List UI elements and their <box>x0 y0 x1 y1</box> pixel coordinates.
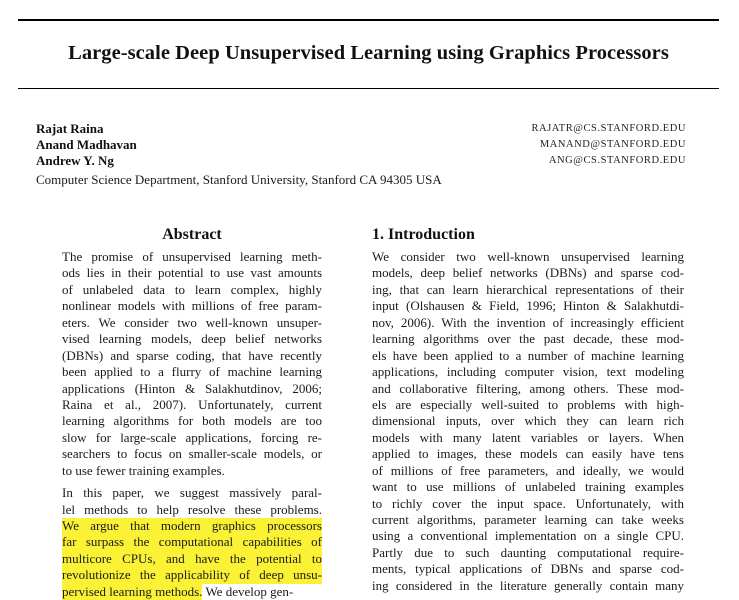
text-line: want to use millions of unlabeled training examples <box>372 479 684 495</box>
text-line: slow for large-scale applications, forcing re- <box>62 429 322 445</box>
text-line: eters. We consider two well-known unsuper- <box>62 314 322 330</box>
highlighted-line <box>62 518 322 534</box>
text-line: ods lies in their potential to use vast amounts <box>62 265 322 281</box>
text-line: models, deep belief networks (DBNs) and sparse cod- <box>372 265 684 281</box>
text-line: models with many latent variables or layers. When <box>372 429 684 445</box>
text-line: input (Olshausen & Field, 1996; Hinton & Salakhutdi- <box>372 298 684 314</box>
text-line: els are especially well-suited to problems with high- <box>372 396 684 412</box>
author-block <box>36 121 686 169</box>
highlighted-line <box>62 584 322 600</box>
abstract-heading: Abstract <box>162 226 222 243</box>
text-line: The promise of unsupervised learning meth- <box>62 249 322 264</box>
text-line: learning algorithms over the past decade, these mod- <box>372 331 684 347</box>
abstract-column <box>62 224 322 600</box>
paper-title: Large-scale Deep Unsupervised Learning using Graphics Processors <box>68 42 669 64</box>
author-name: Andrew Y. Ng <box>36 153 114 168</box>
author-name: Rajat Raina <box>36 121 104 136</box>
highlighted-line <box>62 567 322 583</box>
text-line: ing considered in the literature generally contain many <box>372 577 684 593</box>
text-line: Raina et al., 2007). Unfortunately, current <box>62 396 322 412</box>
text-highlight: multicore CPUs, and have the potential to <box>62 550 322 566</box>
text-line: of unlabeled data to learn complex, highly <box>62 281 322 297</box>
text-line: current algorithms, parameter learning can take weeks <box>372 512 684 527</box>
text-line: been applied to a flurry of machine learning <box>62 364 322 380</box>
text-line: We consider two well-known unsupervised learning <box>372 249 684 264</box>
text-line: (DBNs) and sparse coding, that have recently <box>62 347 322 363</box>
text-line: using a conventional implementation on a single CPU. <box>372 528 684 544</box>
highlighted-line <box>62 534 322 550</box>
author-row <box>36 121 686 137</box>
author-row <box>36 137 686 153</box>
affiliation: Computer Science Department, Stanford University, Stanford CA 94305 USA <box>36 172 442 187</box>
author-email: ANG@CS.STANFORD.EDU <box>548 155 686 166</box>
highlighted-line <box>62 551 322 567</box>
introduction-paragraph <box>372 249 684 594</box>
text-line: lel methods to help resolve these problems. <box>62 501 322 517</box>
text-highlight: We argue that modern graphics processors <box>62 518 322 533</box>
introduction-heading: 1. Introduction <box>372 226 475 243</box>
text-line: to richly cover the input space. Unfortunately, with <box>372 495 684 511</box>
text-fragment: We develop gen- <box>202 583 294 599</box>
text-line: dimensional inputs, over which they can learn rich <box>372 413 684 429</box>
title-bottom-rule <box>18 88 719 89</box>
text-line: ing, that can learn hierarchical representations of their <box>372 281 684 297</box>
text-line: nov, 2006). With the invention of increasingly efficient <box>372 314 684 330</box>
text-line: applications, including computer vision, text modeling <box>372 364 684 380</box>
text-line: learning algorithms for both models are too <box>62 413 322 429</box>
text-line: searchers to focus on smaller-scale models, or <box>62 446 322 462</box>
author-row <box>36 153 686 169</box>
text-line: of millions of free parameters, and ideally, we would <box>372 462 684 478</box>
text-highlight: far surpass the computational capabilities of <box>62 534 322 550</box>
text-line: In this paper, we suggest massively paral- <box>62 485 322 501</box>
text-line: els have been applied to a number of machine learning <box>372 347 684 363</box>
text-line: vised learning models, deep belief networks <box>62 331 322 347</box>
text-line: to use fewer training examples. <box>62 462 225 478</box>
text-line: applied to images, these models can easily have tens <box>372 446 684 462</box>
text-highlight: pervised learning methods. <box>62 583 203 599</box>
abstract-paragraph-1 <box>62 249 322 479</box>
introduction-column <box>372 224 684 594</box>
author-name: Anand Madhavan <box>36 137 137 152</box>
text-line: applications (Hinton & Salakhutdinov, 2006; <box>62 380 322 396</box>
text-line: and collaborative filtering, among others. These mod- <box>372 380 684 396</box>
text-line: ments, typical applications of DBNs and sparse cod- <box>372 561 684 577</box>
text-line: Partly due to such daunting computational require- <box>372 544 684 560</box>
text-line: nonlinear models with millions of free param- <box>62 298 322 314</box>
author-email: RAJATR@CS.STANFORD.EDU <box>531 123 686 134</box>
author-email: MANAND@STANFORD.EDU <box>539 139 686 150</box>
title-top-rule <box>18 19 719 21</box>
abstract-paragraph-2 <box>62 485 322 600</box>
text-highlight: revolutionize the applicability of deep unsu- <box>62 567 322 583</box>
